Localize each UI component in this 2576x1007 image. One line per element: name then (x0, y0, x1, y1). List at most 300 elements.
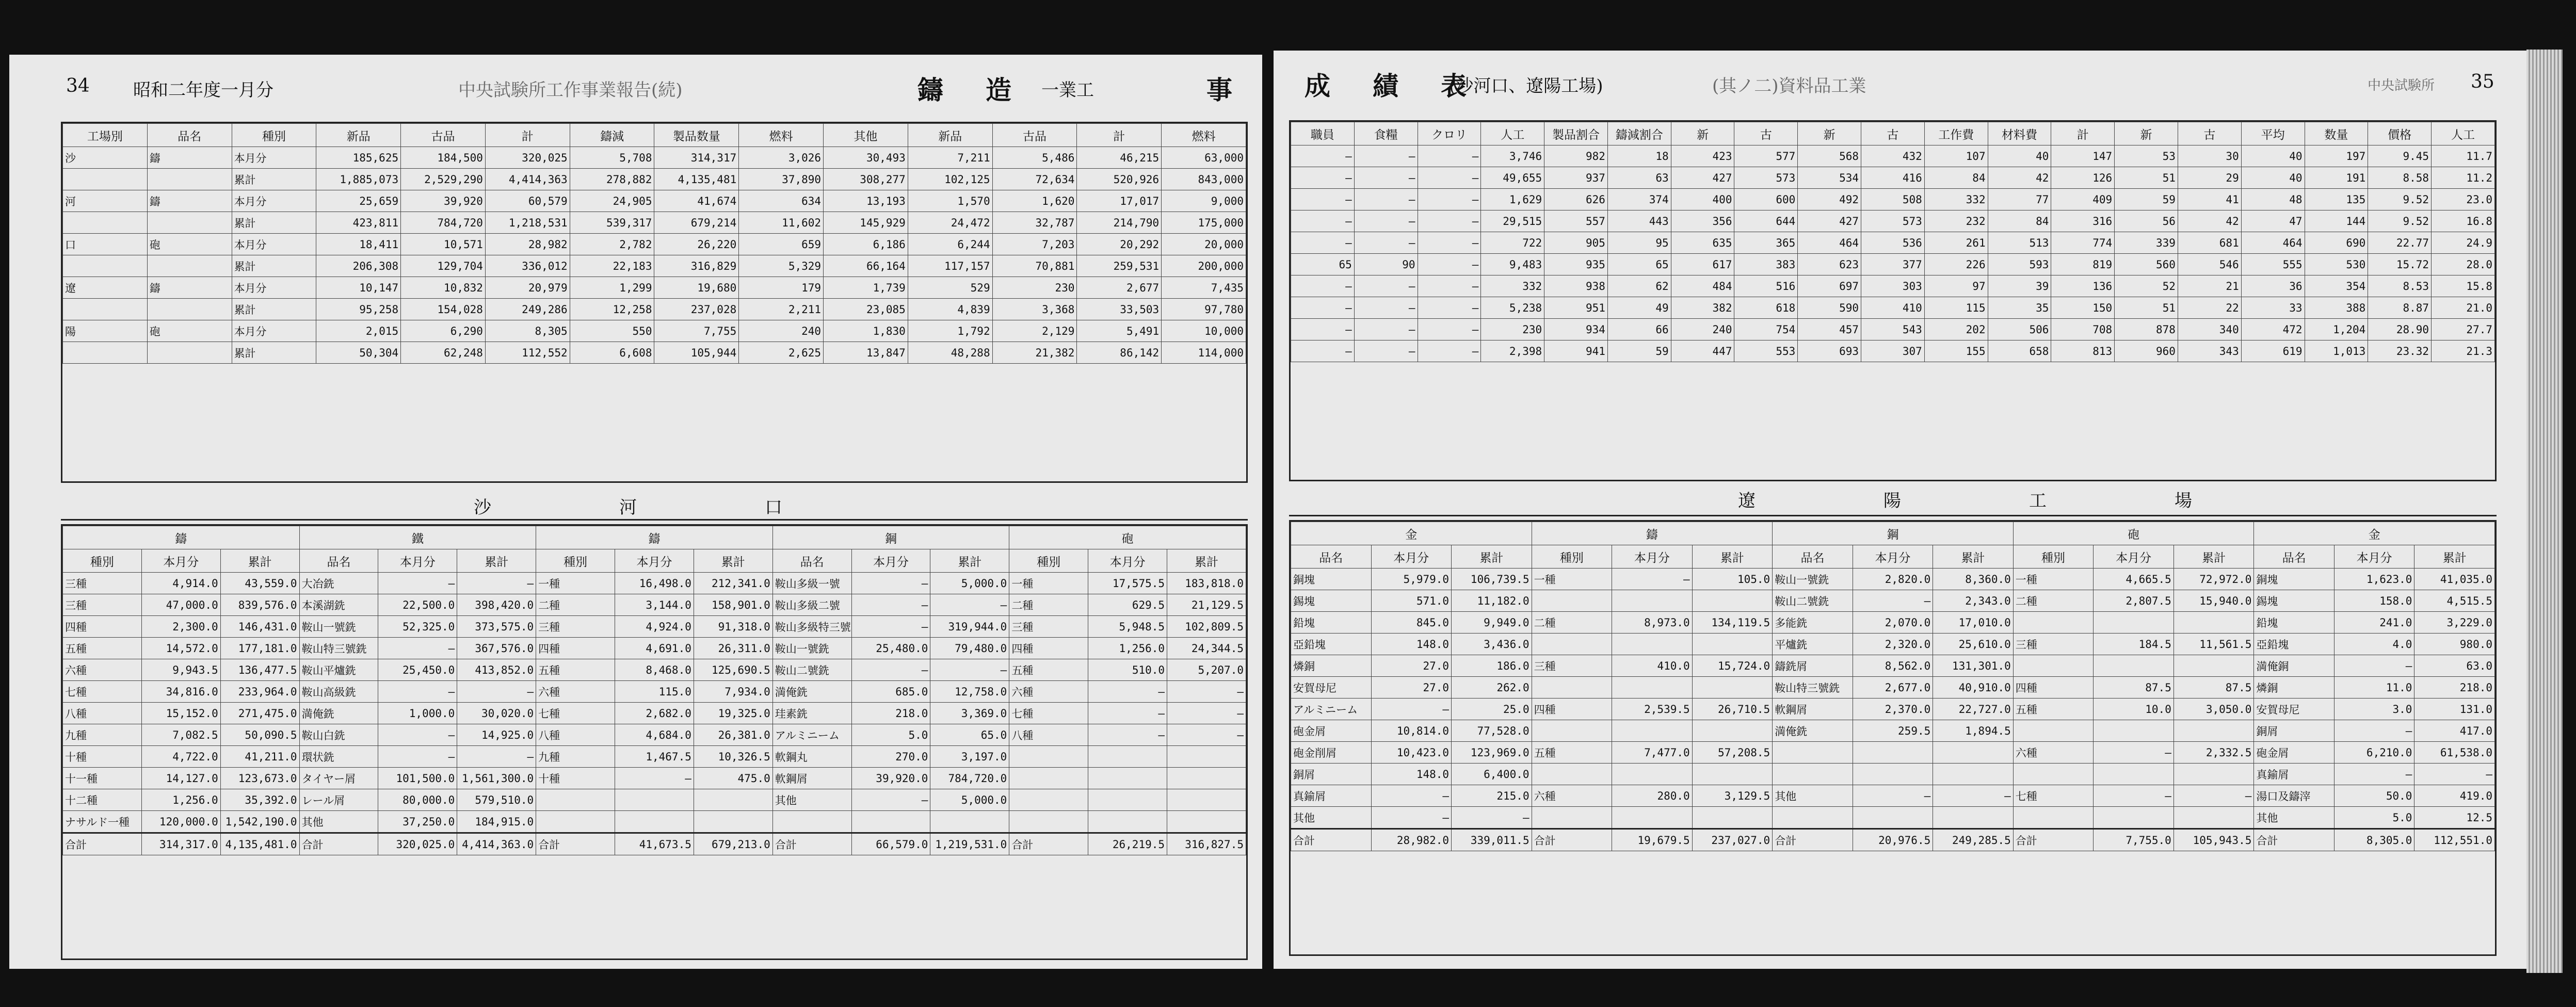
total-cell: 20,976.5 (1853, 829, 1933, 851)
table-cell: 二種 (2013, 590, 2094, 612)
table-cell: 9,943.5 (141, 659, 220, 681)
column-header: 累計 (1933, 545, 2014, 569)
table-cell: 7,755 (654, 320, 739, 342)
column-header: 本月分 (1088, 549, 1167, 573)
table-cell: 其他 (2254, 807, 2335, 829)
table-cell: 95 (1607, 232, 1671, 254)
table-cell: 5.0 (851, 724, 930, 746)
table-cell (147, 342, 232, 364)
table-cell: — (851, 573, 930, 594)
left-period: 昭和二年度一月分 (133, 79, 273, 101)
table-cell: 398,420.0 (457, 594, 536, 616)
table-row (63, 212, 1246, 234)
table-cell: 鞍山二號銑 (1773, 590, 1853, 612)
table-cell: — (1418, 297, 1481, 319)
table-cell: — (1371, 699, 1452, 720)
table-cell: 2,682.0 (615, 703, 694, 724)
table-cell: 22,500.0 (378, 594, 457, 616)
table-cell: 240 (739, 320, 824, 342)
table-row (1291, 807, 2495, 829)
table-cell: 2,370.0 (1853, 699, 1933, 720)
table-cell: — (2334, 720, 2414, 742)
table-cell: — (378, 724, 457, 746)
table-cell: 6,210.0 (2334, 742, 2414, 764)
table-cell: 230 (1481, 319, 1544, 340)
table-cell: 4,691.0 (615, 638, 694, 659)
table-row (1291, 655, 2495, 677)
table-cell: 砲 (147, 320, 232, 342)
table-cell: 2,677.0 (1853, 677, 1933, 699)
table-cell: — (1088, 681, 1167, 703)
right-faint-title: (其ノ二)資料品工業 (1712, 75, 1866, 96)
table-cell: 259,531 (1077, 255, 1162, 277)
table-cell: 49,655 (1481, 167, 1544, 189)
table-cell: 423 (1671, 145, 1734, 167)
column-header: 燃料 (1162, 124, 1246, 147)
table-cell (536, 811, 615, 833)
table-cell: 629.5 (1088, 594, 1167, 616)
table-cell: 577 (1734, 145, 1798, 167)
table-cell: 5,000.0 (930, 573, 1009, 594)
table-cell: 20,000 (1162, 234, 1246, 255)
table-cell: — (1418, 254, 1481, 275)
table-cell: 鞍山平爐銑 (299, 659, 378, 681)
table-cell: 819 (2051, 254, 2115, 275)
table-cell: 543 (1861, 319, 1925, 340)
table-cell: 230 (992, 277, 1077, 299)
table-cell: 784,720 (401, 212, 486, 234)
table-cell: — (378, 573, 457, 594)
table-cell: 697 (1798, 275, 1861, 297)
table-cell (1088, 811, 1167, 833)
table-cell: 57,208.5 (1692, 742, 1773, 764)
table-cell: 鑄 (147, 190, 232, 212)
section-label: 鑄 (1532, 522, 1773, 545)
table-cell: — (1291, 145, 1355, 167)
table-row (1291, 297, 2495, 319)
column-header: 累計 (930, 549, 1009, 573)
table-cell: 48,288 (908, 342, 992, 364)
table-row (1291, 634, 2495, 655)
table-cell: 10,814.0 (1371, 720, 1452, 742)
table-cell: 50,304 (316, 342, 401, 364)
total-cell: 合計 (1009, 833, 1088, 855)
table-cell (1009, 768, 1088, 789)
table-cell: 39,920.0 (851, 768, 930, 789)
table-cell: 41,674 (654, 190, 739, 212)
table-cell: 184,500 (401, 147, 486, 169)
table-cell: 4,665.5 (2094, 569, 2174, 590)
table-cell: 1,299 (570, 277, 654, 299)
column-header: 製品数量 (654, 124, 739, 147)
table-cell: 56 (2115, 210, 2178, 232)
table-cell: 184.5 (2094, 634, 2174, 655)
table-row (1291, 254, 2495, 275)
table-cell (1612, 720, 1693, 742)
table-cell: 59 (1607, 340, 1671, 362)
table-cell: 鞍山多級特三號 (772, 616, 851, 638)
column-header: 本月分 (1371, 545, 1452, 569)
table-cell: 1,894.5 (1933, 720, 2014, 742)
table-cell: 24,344.5 (1167, 638, 1246, 659)
table-cell: — (1418, 210, 1481, 232)
table-cell: 12,258 (570, 299, 654, 320)
table-cell: 累計 (232, 342, 316, 364)
table-cell: 鞍山特三號銑 (1773, 677, 1853, 699)
table-cell: 148.0 (1371, 634, 1452, 655)
column-header: 累計 (1692, 545, 1773, 569)
table-cell: 真鍮屑 (2254, 764, 2335, 785)
table-cell (1692, 764, 1773, 785)
table-cell: 340 (2178, 319, 2241, 340)
table-cell: 374 (1607, 189, 1671, 210)
table-cell: 539,317 (570, 212, 654, 234)
table-cell: 427 (1671, 167, 1734, 189)
table-cell: 278,882 (570, 169, 654, 190)
table-cell: 十一種 (63, 768, 142, 789)
column-header: 本月分 (615, 549, 694, 573)
table-cell: 845.0 (1371, 612, 1452, 634)
table-cell: 316,829 (654, 255, 739, 277)
column-header: 燃料 (739, 124, 824, 147)
column-header: 食糧 (1354, 122, 1418, 145)
table-cell: 9.52 (2368, 210, 2432, 232)
table-cell: 382 (1671, 297, 1734, 319)
table-cell (1933, 764, 2014, 785)
table-cell: 693 (1798, 340, 1861, 362)
table-cell: 本月分 (232, 277, 316, 299)
table-cell: 其他 (772, 789, 851, 811)
table-cell: — (457, 573, 536, 594)
table-cell (2094, 655, 2174, 677)
table-cell: 65.0 (930, 724, 1009, 746)
table-cell: 237,028 (654, 299, 739, 320)
table-cell: 1,561,300.0 (457, 768, 536, 789)
table-cell: 1,570 (908, 190, 992, 212)
table-cell: 遼 (63, 277, 148, 299)
table-cell (63, 212, 148, 234)
table-cell (1009, 746, 1088, 768)
table-cell: 3,436.0 (1452, 634, 1532, 655)
table-cell: 五種 (1532, 742, 1612, 764)
table-cell: 錫塊 (1291, 590, 1372, 612)
table-cell: 砲金削屑 (1291, 742, 1372, 764)
table-cell: 14,925.0 (457, 724, 536, 746)
table-cell: — (851, 616, 930, 638)
table-cell (2013, 807, 2094, 829)
table-cell: 87.5 (2174, 677, 2254, 699)
table-cell: — (1291, 189, 1355, 210)
column-header: 計 (1077, 124, 1162, 147)
column-header: 本月分 (378, 549, 457, 573)
table-cell: 66 (1607, 319, 1671, 340)
table-cell (63, 299, 148, 320)
table-cell: 六種 (1009, 681, 1088, 703)
column-header: 累計 (694, 549, 772, 573)
total-cell: 合計 (1291, 829, 1372, 851)
table-cell: 12.5 (2414, 807, 2495, 829)
total-cell: 合計 (1773, 829, 1853, 851)
table-cell: 191 (2305, 167, 2368, 189)
table-cell: 27.0 (1371, 655, 1452, 677)
table-cell: 383 (1734, 254, 1798, 275)
table-cell: — (1418, 232, 1481, 254)
table-cell: 3,368 (992, 299, 1077, 320)
table-cell: 28.90 (2368, 319, 2432, 340)
table-cell: 101,500.0 (378, 768, 457, 789)
table-cell: 464 (1798, 232, 1861, 254)
table-cell: — (2414, 764, 2495, 785)
table-cell: 25,610.0 (1933, 634, 2014, 655)
table-cell: 七種 (1009, 703, 1088, 724)
table-cell: 134,119.5 (1692, 612, 1773, 634)
table-cell: 934 (1544, 319, 1608, 340)
table-cell: 一種 (536, 573, 615, 594)
table-cell: 四種 (1009, 638, 1088, 659)
table-cell: 813 (2051, 340, 2115, 362)
table-cell: 三種 (2013, 634, 2094, 655)
table-cell: 447 (1671, 340, 1734, 362)
table-cell: 5,000.0 (930, 789, 1009, 811)
table-cell: 3,050.0 (2174, 699, 2254, 720)
table-cell (1532, 720, 1612, 742)
table-cell: 186.0 (1452, 655, 1532, 677)
table-cell: 2,015 (316, 320, 401, 342)
table-cell: 685.0 (851, 681, 930, 703)
table-row (63, 724, 1246, 746)
table-cell: 鞍山二號銑 (772, 659, 851, 681)
column-header: 累計 (1167, 549, 1246, 573)
table-cell: 10,423.0 (1371, 742, 1452, 764)
table-cell (1009, 811, 1088, 833)
right-separator (1289, 515, 2497, 516)
total-cell: 19,679.5 (1612, 829, 1693, 851)
table-cell: 708 (2051, 319, 2115, 340)
table-cell: 3.0 (2334, 699, 2414, 720)
table-cell: — (1354, 297, 1418, 319)
table-cell (1853, 807, 1933, 829)
table-cell (63, 342, 148, 364)
table-cell: 443 (1607, 210, 1671, 232)
table-cell: 320,025 (485, 147, 570, 169)
table-row (63, 594, 1246, 616)
table-cell: 32,787 (992, 212, 1077, 234)
table-cell: 53 (2115, 145, 2178, 167)
table-cell: 26,710.5 (1692, 699, 1773, 720)
column-header: 製品割合 (1544, 122, 1608, 145)
table-cell: 8,973.0 (1612, 612, 1693, 634)
table-cell: 鑄 (147, 147, 232, 169)
table-cell: 154,028 (401, 299, 486, 320)
table-cell: 40 (1988, 145, 2051, 167)
table-cell: 本月分 (232, 234, 316, 255)
table-cell (63, 255, 148, 277)
table-cell: 114,000 (1162, 342, 1246, 364)
table-cell: 2,332.5 (2174, 742, 2254, 764)
table-cell: 218.0 (2414, 677, 2495, 699)
table-cell: — (1291, 275, 1355, 297)
table-cell (1773, 764, 1853, 785)
table-cell: 四種 (63, 616, 142, 638)
table-cell (2174, 720, 2254, 742)
table-cell: — (1354, 319, 1418, 340)
header-row (1291, 122, 2495, 145)
table-cell: タイヤー屑 (299, 768, 378, 789)
column-header: 種別 (536, 549, 615, 573)
total-cell: 249,285.5 (1933, 829, 2014, 851)
column-header: 累計 (1452, 545, 1532, 569)
table-cell: 2,807.5 (2094, 590, 2174, 612)
table-cell: — (930, 659, 1009, 681)
column-header: 古 (2178, 122, 2241, 145)
table-cell: — (1167, 681, 1246, 703)
table-cell: 累計 (232, 169, 316, 190)
table-cell: 35 (1988, 297, 2051, 319)
table-cell: 50.0 (2334, 785, 2414, 807)
table-row (1291, 319, 2495, 340)
right-faint-label: 中央試験所 (2368, 77, 2435, 93)
table-cell: 4,684.0 (615, 724, 694, 746)
table-cell: 2,782 (570, 234, 654, 255)
table-cell: 40,910.0 (1933, 677, 2014, 699)
left-page (9, 55, 1262, 969)
table-cell: 累計 (232, 255, 316, 277)
table-cell: 13,847 (824, 342, 908, 364)
table-row (63, 342, 1246, 364)
table-row (63, 255, 1246, 277)
table-cell: 16.8 (2432, 210, 2495, 232)
table-cell: 鞍山白銑 (299, 724, 378, 746)
table-cell: 満俺銑 (1773, 720, 1853, 742)
table-cell (2094, 612, 2174, 634)
table-cell: 573 (1734, 167, 1798, 189)
column-header: 其他 (824, 124, 908, 147)
table-cell: 905 (1544, 232, 1608, 254)
table-cell: 475.0 (694, 768, 772, 789)
table-cell: 4,515.5 (2414, 590, 2495, 612)
table-cell: 一種 (2013, 569, 2094, 590)
table-cell: 4,924.0 (615, 616, 694, 638)
column-header: 品名 (2254, 545, 2335, 569)
table-cell: — (851, 789, 930, 811)
table-cell: 24,472 (908, 212, 992, 234)
table-cell: 14,572.0 (141, 638, 220, 659)
table-cell: 砲金屑 (2254, 742, 2335, 764)
table-cell: 安賀母尼 (2254, 699, 2335, 720)
table-cell: 590 (1798, 297, 1861, 319)
table-cell: 軟鋼屑 (1773, 699, 1853, 720)
table-row (1291, 785, 2495, 807)
book-page-edges (2526, 50, 2563, 973)
table-cell: 5,207.0 (1167, 659, 1246, 681)
table-cell: 200,000 (1162, 255, 1246, 277)
table-cell: 400 (1671, 189, 1734, 210)
table-cell: 鞍山高級銑 (299, 681, 378, 703)
table-cell: 2,343.0 (1933, 590, 2014, 612)
table-cell: 六種 (536, 681, 615, 703)
table-cell: 25.0 (1452, 699, 1532, 720)
table-cell: 1,830 (824, 320, 908, 342)
section-label: 鋼 (1773, 522, 2014, 545)
table-cell: 573 (1861, 210, 1925, 232)
table-cell: 19,325.0 (694, 703, 772, 724)
total-cell: 679,213.0 (694, 833, 772, 855)
table-cell: 銅塊 (1291, 569, 1372, 590)
table-cell: 508 (1861, 189, 1925, 210)
table-cell: 一種 (1009, 573, 1088, 594)
total-cell: 339,011.5 (1452, 829, 1532, 851)
table-cell: 240 (1671, 319, 1734, 340)
column-header: 品名 (772, 549, 851, 573)
table-cell: 15,940.0 (2174, 590, 2254, 612)
table-cell: — (1088, 724, 1167, 746)
table-cell: 環状銑 (299, 746, 378, 768)
table-cell: 147 (2051, 145, 2115, 167)
table-cell: 2,300.0 (141, 616, 220, 638)
table-cell: — (1612, 569, 1693, 590)
table-cell: 935 (1544, 254, 1608, 275)
table-cell: 四種 (2013, 677, 2094, 699)
table-cell: 623 (1798, 254, 1861, 275)
table-cell: 平爐銑 (1773, 634, 1853, 655)
table-cell (2013, 720, 2094, 742)
table-cell: 26,311.0 (694, 638, 772, 659)
table-cell: 553 (1734, 340, 1798, 362)
table-cell: 17,010.0 (1933, 612, 2014, 634)
table-cell: 鞍山一號銑 (1773, 569, 1853, 590)
table-cell: 206,308 (316, 255, 401, 277)
table-cell: 46,215 (1077, 147, 1162, 169)
table-cell: 951 (1544, 297, 1608, 319)
table-cell (2174, 764, 2254, 785)
table-cell: 8.58 (2368, 167, 2432, 189)
table-cell: 579,510.0 (457, 789, 536, 811)
table-cell: 鞍山一號銑 (772, 638, 851, 659)
table-cell: 131,301.0 (1933, 655, 2014, 677)
section-label: 砲 (1009, 526, 1246, 549)
table-cell: 155 (1924, 340, 1988, 362)
table-cell: 錫塊 (2254, 590, 2335, 612)
table-cell: 839,576.0 (220, 594, 299, 616)
total-cell: 8,305.0 (2334, 829, 2414, 851)
table-row (63, 169, 1246, 190)
table-cell: 365 (1734, 232, 1798, 254)
section-header-row (1291, 522, 2495, 545)
table-cell: 30 (2178, 145, 2241, 167)
table-cell: — (378, 746, 457, 768)
column-header: 数量 (2305, 122, 2368, 145)
column-header: 品名 (299, 549, 378, 573)
table-cell: 22,183 (570, 255, 654, 277)
table-cell: 8.53 (2368, 275, 2432, 297)
table-cell: 軟鋼丸 (772, 746, 851, 768)
table-cell: 鑄銑屑 (1773, 655, 1853, 677)
column-header: 累計 (2174, 545, 2254, 569)
table-cell: 280.0 (1612, 785, 1693, 807)
table-cell: — (1418, 275, 1481, 297)
table-cell: 617 (1671, 254, 1734, 275)
table-cell: 339 (2115, 232, 2178, 254)
table-cell: 79,480.0 (930, 638, 1009, 659)
table-cell: 河 (63, 190, 148, 212)
table-cell: 七種 (2013, 785, 2094, 807)
table-row (1291, 569, 2495, 590)
table-cell: — (1354, 167, 1418, 189)
table-cell (694, 811, 772, 833)
table-cell: 158.0 (2334, 590, 2414, 612)
table-cell: 314,317 (654, 147, 739, 169)
table-cell: — (1354, 232, 1418, 254)
